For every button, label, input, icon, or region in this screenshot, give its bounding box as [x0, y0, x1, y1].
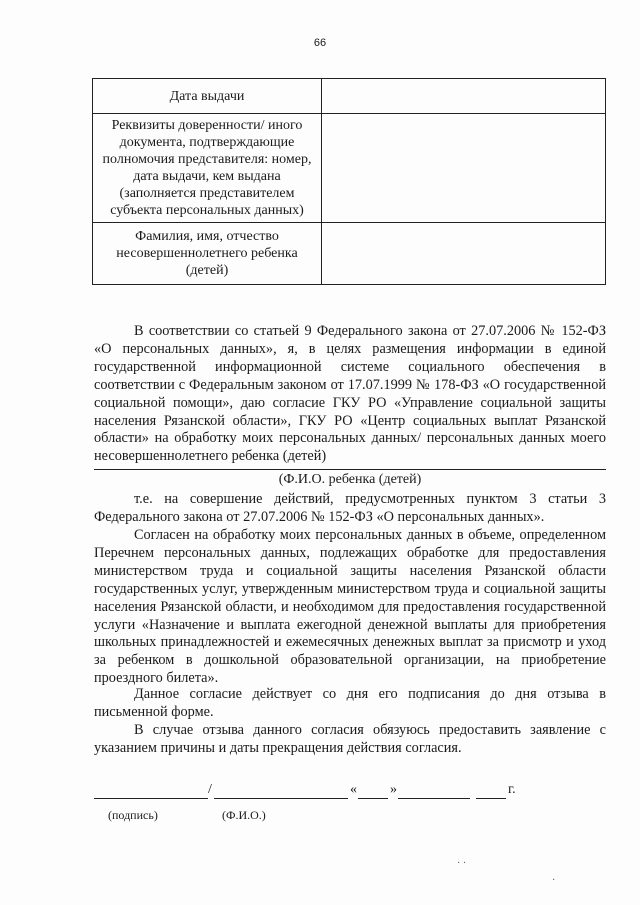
- child-fio-line[interactable]: [94, 469, 606, 470]
- fio-field[interactable]: [214, 782, 348, 799]
- month-field[interactable]: [398, 782, 470, 799]
- fio-caption: (Ф.И.О.): [222, 808, 266, 822]
- consent-intro-paragraph: В соответствии со статьей 9 Федерального закона от 27.07.2006 № 152-ФЗ «О персональных данных», я, в целях размещения информации в единой государственной информационной системе социального обеспечения в соответствии с Федеральным законом от 17.07.1999 № 178-ФЗ «О государственной социальной помощи», даю согласие ГКУ РО «Управление социальной защиты населения Рязанской области», ГКУ РО «Центр социальных выплат Рязанской области» на обработку моих персональных данных/ персональных данных моего несовершеннолетнего ребенка (детей): [94, 323, 606, 465]
- table-label-child-fio: Фамилия, имя, отчество несовершеннолетнего ребенка (детей): [93, 223, 322, 285]
- signature-caption: (подпись): [108, 808, 158, 822]
- revocation-paragraph: В случае отзыва данного согласия обязуюсь предоставить заявление с указанием причины и даты прекращения действия согласия.: [94, 722, 606, 756]
- scan-speck: ·: [552, 875, 556, 886]
- table-value-power-of-attorney[interactable]: [322, 114, 606, 223]
- representative-info-table: [92, 78, 606, 285]
- table-row: [93, 223, 606, 285]
- table-row: [93, 79, 606, 114]
- page-number: 66: [313, 37, 327, 49]
- table-row: [93, 114, 606, 223]
- table-label-issue-date: Дата выдачи: [93, 79, 322, 114]
- scan-speck: · ·: [457, 858, 467, 869]
- date-quote-close: »: [390, 782, 397, 797]
- year-suffix: г.: [508, 782, 516, 797]
- signature-row: [94, 782, 614, 802]
- signature-slash: /: [208, 782, 212, 797]
- day-field[interactable]: [358, 782, 388, 799]
- agreement-paragraph: Согласен на обработку моих персональных данных в объеме, определенном Перечнем персональных данных, подлежащих обработке для предоставления министерством труда и социальной защиты населения Рязанской области государственных услуг, утвержденным министерством труда и социальной защиты населения Рязанской области, и необходимом для предоставления государственной услуги «Назначение и выплата ежегодной денежной выплаты для приобретения школьных принадлежностей и ежемесячных денежных выплат за присмотр и уход за ребенком в дошкольной образовательной организации, на приобретение проездного билета».: [94, 527, 606, 687]
- date-quote-open: «: [350, 782, 357, 797]
- actions-paragraph: т.е. на совершение действий, предусмотренных пунктом 3 статьи 3 Федерального закона от 27.07.2006 № 152-ФЗ «О персональных данных».: [94, 491, 606, 525]
- validity-paragraph: Данное согласие действует со дня его подписания до дня отзыва в письменной форме.: [94, 686, 606, 720]
- table-value-child-fio[interactable]: [322, 223, 606, 285]
- child-fio-caption: (Ф.И.О. ребенка (детей): [278, 472, 422, 487]
- signature-field[interactable]: [94, 782, 208, 799]
- table-value-issue-date[interactable]: [322, 79, 606, 114]
- table-label-power-of-attorney: Реквизиты доверенности/ иного документа, подтверждающие полномочия представителя: номер, дата выдачи, кем выдана (заполняется представителем субъекта персональных данных): [93, 114, 322, 223]
- year-field[interactable]: [476, 782, 506, 799]
